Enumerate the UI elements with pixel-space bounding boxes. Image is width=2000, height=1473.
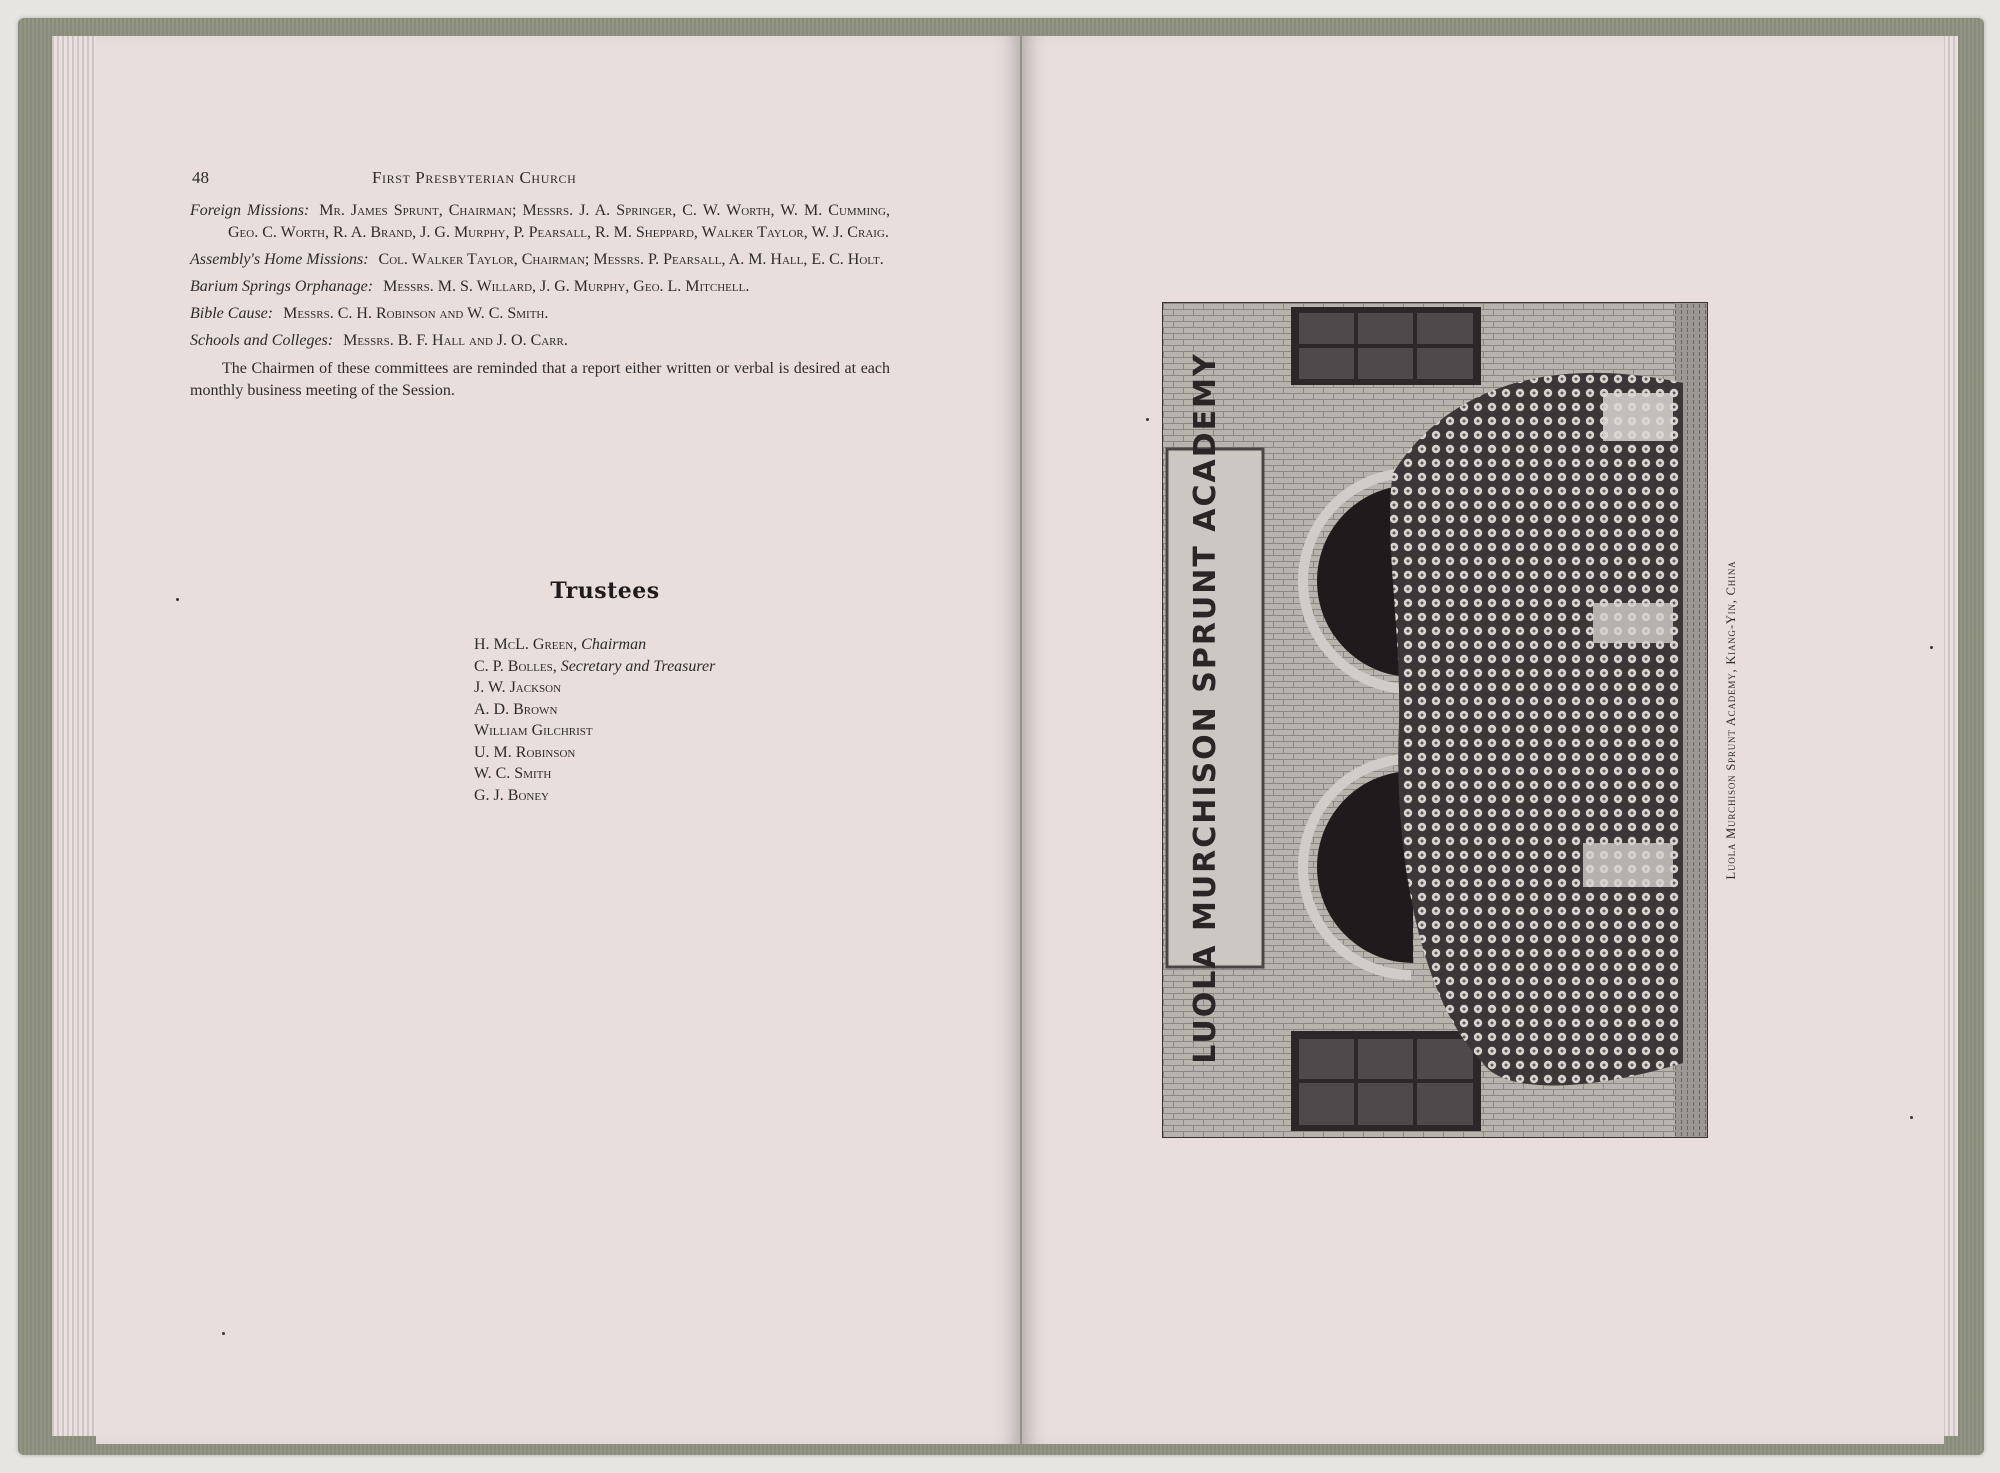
committee-entry [190,276,890,298]
trustee-role: Chairman [581,636,647,653]
trustee-name: H. McL. Green, [474,636,578,653]
trustees-heading: Trustees [550,578,660,604]
committee-entry [190,200,890,244]
trustee-line [474,677,814,699]
paper-speck [176,598,179,601]
committee-members: Messrs. B. F. Hall and J. O. Carr. [343,332,568,349]
trustees-list [474,634,814,806]
trustee-line [474,699,814,721]
committee-members: Col. Walker Taylor, Chairman; Messrs. P. Pearsall, A. M. Hall, E. C. Holt. [378,251,884,268]
reminder-paragraph: The Chairmen of these committees are reminded that a report either written or verbal is desired at each monthly business meeting of the Session. [190,360,890,399]
trustee-line [474,742,814,764]
trustee-name: G. J. Boney [474,786,550,804]
trustee-role: Secretary and Treasurer [560,657,716,675]
committee-members: Messrs. M. S. Willard, J. G. Murphy, Geo. L. Mitchell. [383,278,750,295]
caption-text: Luola Murchison Sprunt Academy, Kiang-Yin, China [1724,560,1738,880]
trustee-line [474,634,814,656]
trustee-name: U. M. Robinson [474,743,576,761]
academy-photograph [1162,302,1708,1138]
trustee-name: William Gilchrist [474,722,593,739]
committee-head: Bible Cause: [190,305,274,322]
trustee-line [474,720,814,742]
committee-head: Assembly's Home Missions: [190,251,369,268]
committee-members: Mr. James Sprunt, Chairman; Messrs. J. A. Springer, C. W. Worth, W. M. Cumming, Geo. C. Worth, R. A. Brand, J. G. Murphy, P. Pearsall, R. M. Sheppard, Walker Taylor, W. J. Craig. [228,202,890,241]
running-head [192,168,892,194]
trustee-name: W. C. Smith [474,765,552,782]
trustee-line [474,785,814,807]
trustee-line [474,656,814,678]
trustee-line [474,763,814,785]
photo-sign-text: LUOLA MURCHISON SPRUNT ACADEMY [1188,352,1223,1064]
committee-entry [190,330,890,352]
trustee-name: A. D. Brown [474,700,558,718]
committee-entry [190,303,890,325]
page-number: 48 [192,168,209,187]
paper-speck [1930,646,1933,649]
committee-head: Schools and Colleges: [190,332,334,349]
committee-members: Messrs. C. H. Robinson and W. C. Smith. [283,305,549,322]
trustee-name: J. W. Jackson [474,679,562,696]
committee-list [190,200,890,402]
running-title: First Presbyterian Church [372,168,577,187]
photo-caption [1724,510,1744,930]
committee-entry [190,249,890,271]
committee-head: Barium Springs Orphanage: [190,278,374,295]
page-edges-left [52,36,102,1436]
trustee-name: C. P. Bolles, [474,657,557,675]
paper-speck [1910,1116,1913,1119]
paper-speck [1146,418,1149,421]
committee-head: Foreign Missions: [190,202,310,219]
photo-illustration [1163,303,1707,1137]
paper-speck [222,1332,225,1335]
